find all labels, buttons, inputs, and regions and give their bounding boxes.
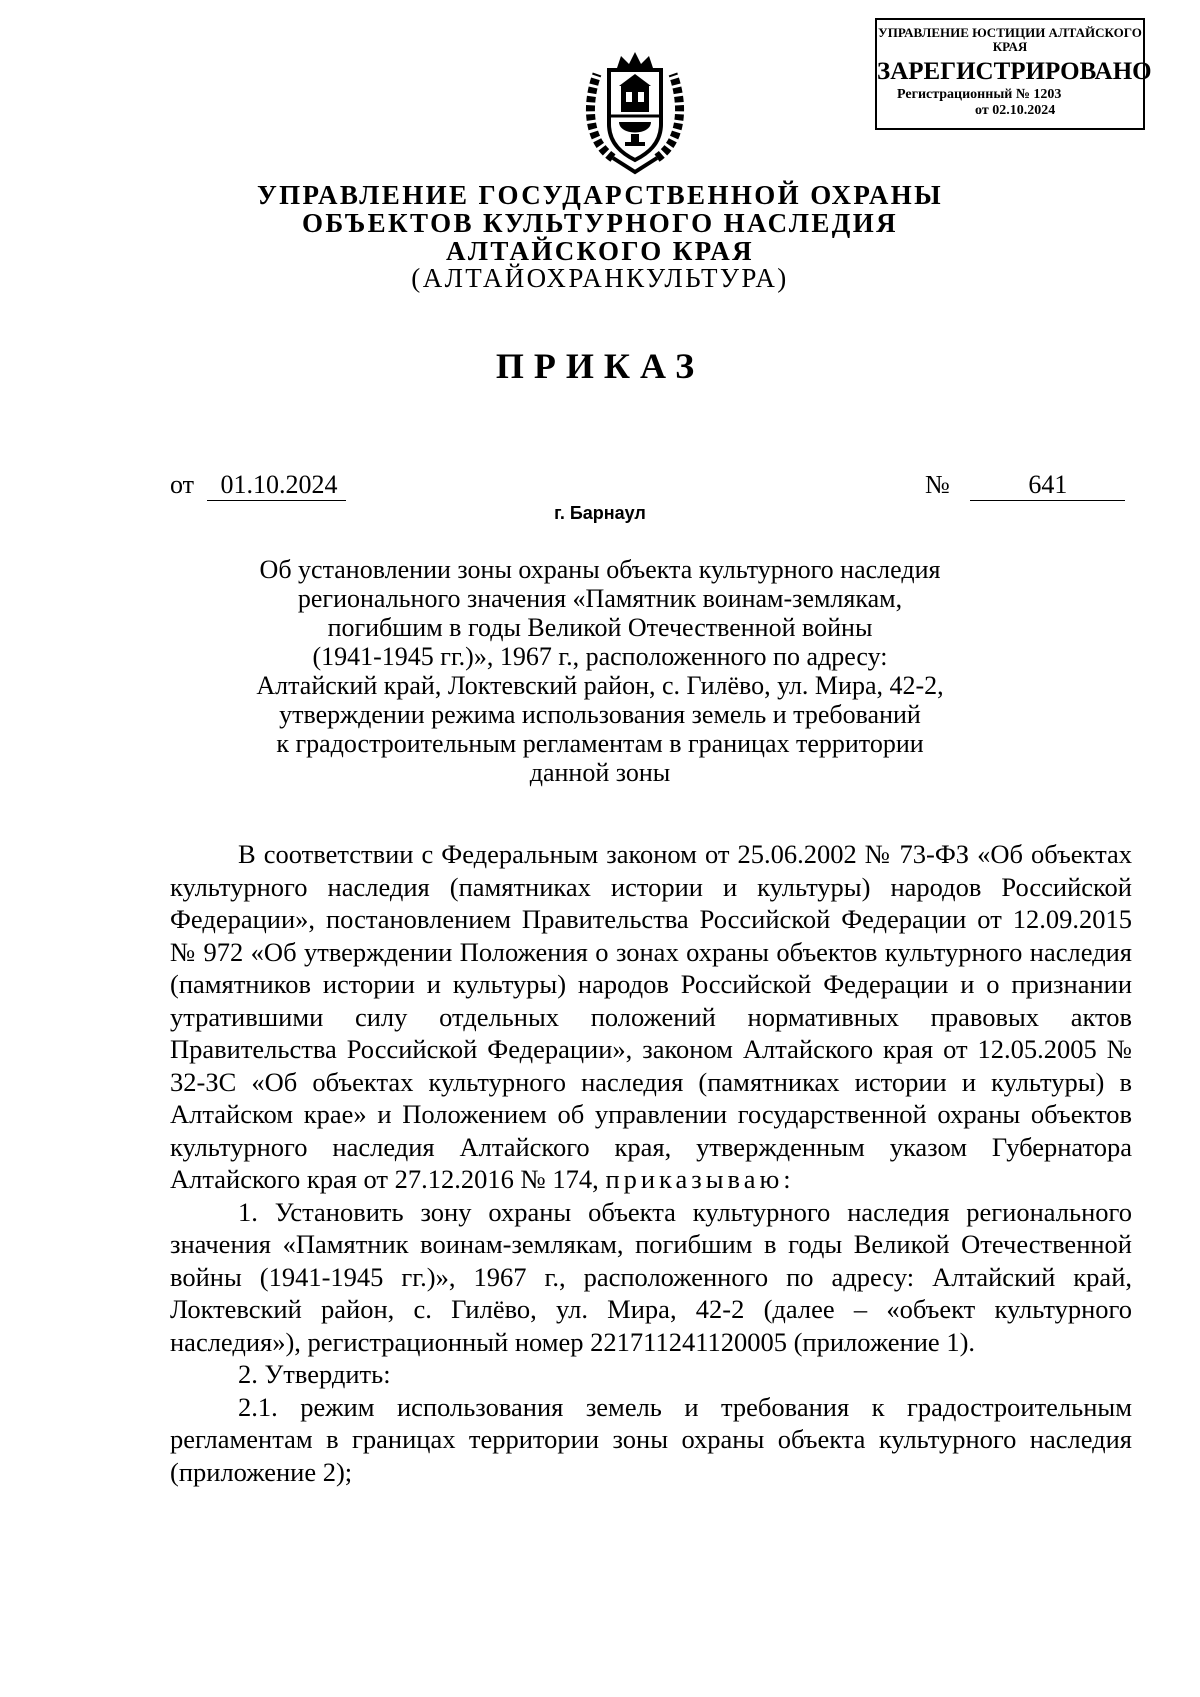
altai-krai-coat-of-arms-icon — [583, 50, 687, 178]
order-number: 641 — [970, 470, 1125, 501]
item-2: 2. Утвердить: — [238, 1359, 391, 1389]
agency-name-line-1: УПРАВЛЕНИЕ ГОСУДАРСТВЕННОЙ ОХРАНЫ — [256, 180, 944, 210]
item-1: 1. Установить зону охраны объекта культурного наследия регионального значения «Памятник воинам-землякам, погибшим в годы Великой Отечественной войны (1941-1945 гг.)», 1967 г., расположенного по адресу: Алтайский край, Локтевский район, с. Гилёво, ул. Мира, 42-2 (далее – «объект культурного наследия»), регистрационный номер 221711241120005 (приложение 1). — [170, 1196, 1132, 1357]
subject-line: регионального значения «Памятник воинам-землякам, — [297, 584, 903, 613]
order-title: ПРИКАЗ — [495, 346, 705, 386]
subject-line: к градостроительным регламентам в границах территории — [276, 729, 924, 758]
preamble-paragraph — [170, 838, 1132, 1196]
subject-line: Об установлении зоны охраны объекта культурного наследия — [259, 555, 941, 584]
stamp-status: ЗАРЕГИСТРИРОВАНО — [877, 58, 1152, 85]
stamp-reg-number: Регистрационный № 1203 — [897, 87, 1062, 102]
city: г. Барнаул — [554, 503, 646, 523]
agency-short-name: (АЛТАЙОХРАНКУЛЬТУРА) — [411, 263, 789, 293]
subject-line: утверждении режима использования земель и требований — [279, 700, 921, 729]
subject-line: (1941-1945 гг.)», 1967 г., расположенного по адресу: — [312, 642, 888, 671]
item-2-1: 2.1. режим использования земель и требования к градостроительным регламентам в границах территории зоны охраны объекта культурного наследия (приложение 2); — [170, 1391, 1132, 1487]
stamp-reg-date: от 02.10.2024 — [975, 103, 1056, 118]
preamble-text: В соответствии с Федеральным законом от 25.06.2002 № 73-ФЗ «Об объектах культурного наследия (памятниках истории и культуры) народов Российской Федерации», постановлением Правительства Российской Федерации от 12.09.2015 № 972 «Об утверждении Положения о зонах охраны объектов культурного наследия (памятников истории и культуры) народов Российской Федерации и о признании утратившими силу отдельных положений нормативных правовых актов Правительства Российской Федерации», законом Алтайского края от 12.05.2005 № 32-ЗС «Об объектах культурного наследия (памятниках истории и культуры) в Алтайском крае» и Положением об управлении государственной охраны объектов культурного наследия Алтайского края, утвержденным указом Губернатора Алтайского края от 27.12.2016 № 174, — [170, 839, 1132, 1194]
agency-name-line-3: АЛТАЙСКОГО КРАЯ — [445, 236, 755, 266]
registration-stamp — [875, 18, 1152, 130]
stamp-authority: УПРАВЛЕНИЕ ЮСТИЦИИ АЛТАЙСКОГО КРАЯ — [878, 25, 1142, 54]
date-prefix: от — [170, 470, 195, 499]
agency-name-line-2: ОБЪЕКТОВ КУЛЬТУРНОГО НАСЛЕДИЯ — [301, 208, 899, 238]
subject-line: данной зоны — [529, 758, 671, 787]
order-subject — [215, 555, 985, 787]
preamble-keyword: приказываю: — [605, 1164, 795, 1194]
subject-line: погибшим в годы Великой Отечественной войны — [327, 613, 873, 642]
subject-line: Алтайский край, Локтевский район, с. Гилёво, ул. Мира, 42-2, — [256, 671, 944, 700]
order-date-row — [170, 470, 346, 501]
order-number-row — [925, 470, 1125, 501]
order-body — [170, 838, 1132, 1488]
order-date: 01.10.2024 — [207, 470, 346, 501]
number-prefix: № — [925, 470, 950, 499]
